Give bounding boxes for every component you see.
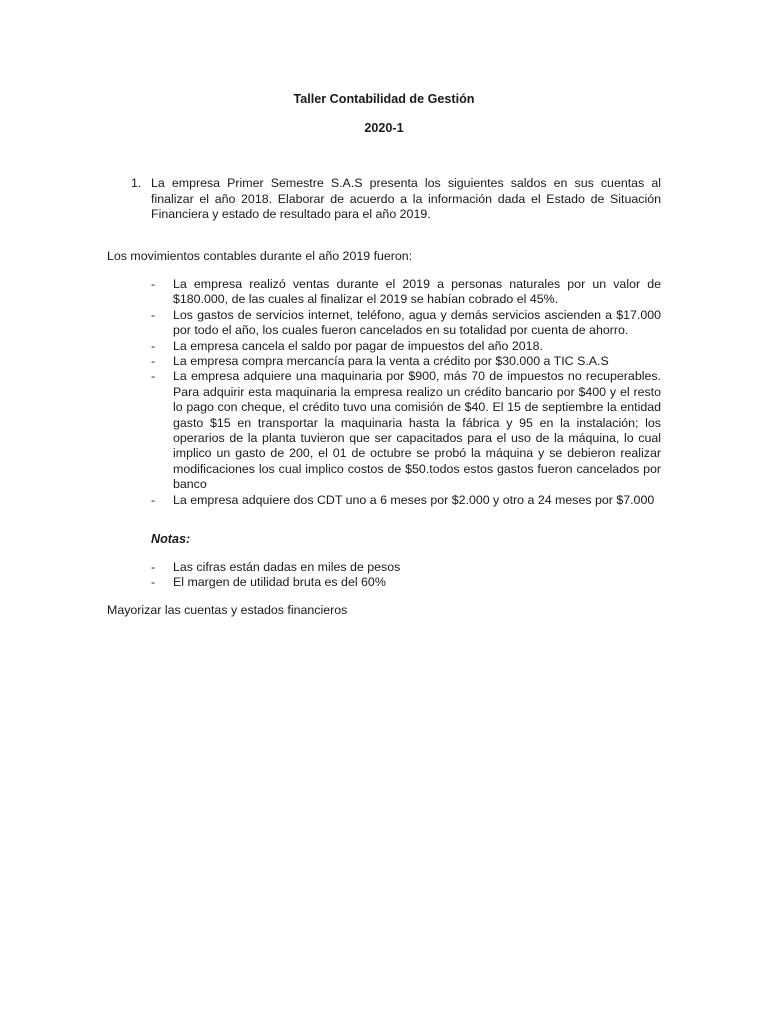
list-item bbox=[151, 560, 661, 575]
document-subtitle: 2020-1 bbox=[364, 121, 404, 135]
movement-text: La empresa cancela el saldo por pagar de impuestos del año 2018. bbox=[173, 338, 543, 353]
list-item bbox=[151, 575, 661, 590]
list-item bbox=[151, 493, 661, 508]
dash-bullet: - bbox=[151, 369, 156, 384]
movement-text: La empresa adquiere dos CDT uno a 6 meses por $2.000 y otro a 24 meses por $7.000 bbox=[173, 492, 655, 507]
movement-text: Los gastos de servicios internet, teléfono, agua y demás servicios ascienden a $17.000 por todo el año, los cuales fueron cancelados en su totalidad por cuenta de ahorro. bbox=[173, 307, 661, 338]
list-item bbox=[151, 339, 661, 354]
movements-list bbox=[151, 277, 661, 508]
document-title: Taller Contabilidad de Gestión bbox=[293, 92, 475, 106]
movement-text: La empresa realizó ventas durante el 2019 a personas naturales por un valor de $180.000, de las cuales al finalizar el 2019 se habían cobrado el 45%. bbox=[173, 277, 661, 307]
notes-heading: Notas: bbox=[151, 532, 191, 546]
list-item bbox=[151, 277, 661, 308]
dash-bullet: - bbox=[151, 560, 156, 574]
closing-instruction: Mayorizar las cuentas y estados financieros bbox=[107, 603, 348, 617]
item-text: La empresa Primer Semestre S.A.S presenta los siguientes saldos en sus cuentas al finalizar el año 2018. Elaborar de acuerdo a la información dada el Estado de Situación Financiera y estado de resultado para el año 2019. bbox=[151, 176, 661, 221]
numbered-item bbox=[131, 176, 661, 223]
item-number: 1. bbox=[131, 176, 142, 190]
list-item bbox=[151, 354, 661, 369]
notes-list bbox=[151, 560, 661, 591]
movement-text: La empresa adquiere una maquinaria por $900, más 70 de impuestos no recuperables. Para adquirir esta maquinaria la empresa realizo un crédito bancario por $400 y el resto lo pago con cheque, el crédito tuvo una comisión de $40. El 15 de septiembre la entidad gasto $15 en transportar la maquinaria hasta la fábrica y 95 en la instalación; los operarios de la planta tuvieron que ser capacitados para el uso de la máquina, lo cual implico un gasto de 200, el 01 de octubre se probó la máquina y se debieron realizar modificaciones los cual implico costos de $50.todos estos gastos fueron cancelados por banco bbox=[173, 369, 661, 492]
list-item bbox=[151, 308, 661, 339]
dash-bullet: - bbox=[151, 492, 156, 507]
dash-bullet: - bbox=[151, 575, 156, 590]
dash-bullet: - bbox=[151, 307, 156, 322]
dash-bullet: - bbox=[151, 354, 156, 369]
dash-bullet: - bbox=[151, 277, 156, 291]
movement-text: La empresa compra mercancía para la venta a crédito por $30.000 a TIC S.A.S bbox=[173, 354, 609, 369]
list-item bbox=[151, 369, 661, 492]
dash-bullet: - bbox=[151, 338, 156, 353]
movements-intro: Los movimientos contables durante el año 2019 fueron: bbox=[107, 249, 413, 263]
note-text: El margen de utilidad bruta es del 60% bbox=[173, 575, 386, 590]
note-text: Las cifras están dadas en miles de pesos bbox=[173, 560, 401, 574]
